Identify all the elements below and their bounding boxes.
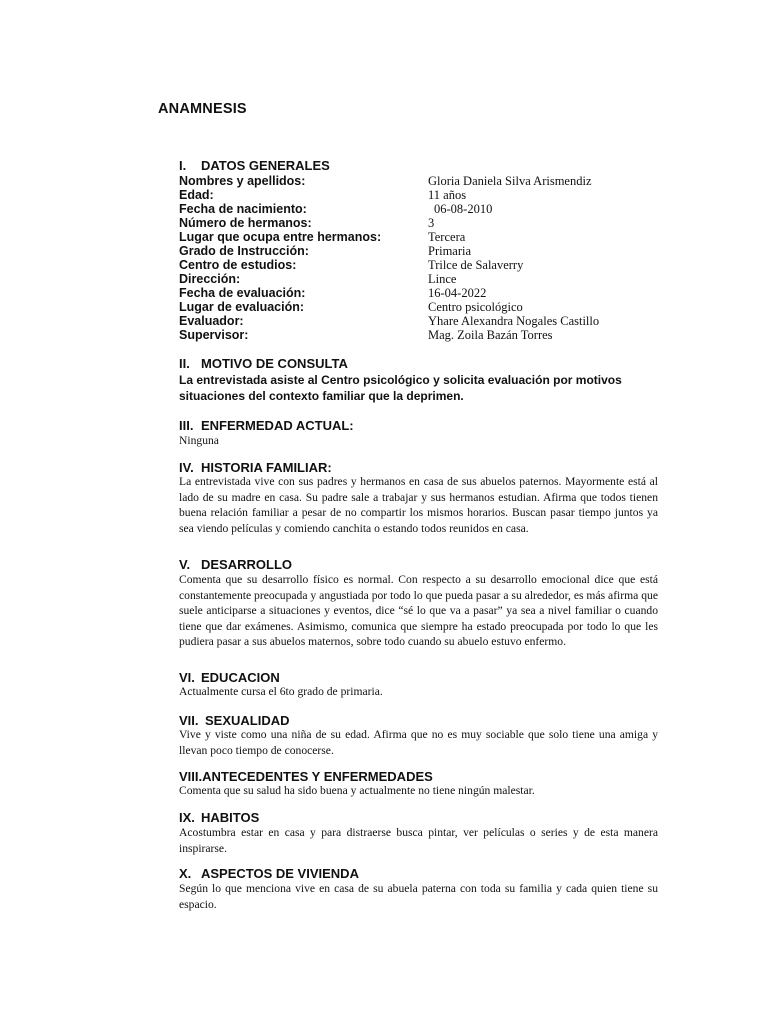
- section-title: EDUCACION: [201, 670, 280, 685]
- section-heading-sexualidad: [179, 713, 290, 728]
- info-row: [179, 230, 659, 244]
- info-label: Lugar de evaluación:: [179, 300, 305, 314]
- info-label: Evaluador:: [179, 314, 244, 328]
- info-label: Centro de estudios:: [179, 258, 297, 272]
- section-title: ANTECEDENTES Y ENFERMEDADES: [202, 769, 433, 784]
- section-title: MOTIVO DE CONSULTA: [201, 356, 348, 371]
- info-label: Dirección:: [179, 272, 241, 286]
- info-value: 06-08-2010: [434, 202, 493, 216]
- section-heading-datos-generales: [179, 158, 330, 173]
- section-number: I.: [179, 158, 187, 173]
- info-value: 3: [428, 216, 435, 230]
- info-row: [179, 300, 659, 314]
- section-heading-enfermedad-actual: [179, 418, 354, 433]
- section-title: HISTORIA FAMILIAR:: [201, 460, 332, 475]
- info-value: Yhare Alexandra Nogales Castillo: [428, 314, 600, 328]
- section-title: SEXUALIDAD: [205, 713, 290, 728]
- section-number: VI.: [179, 670, 195, 685]
- info-value: Gloria Daniela Silva Arismendiz: [428, 174, 592, 188]
- info-row: [179, 202, 659, 216]
- info-value: Mag. Zoila Bazán Torres: [428, 328, 553, 342]
- info-row: [179, 314, 659, 328]
- info-value: Lince: [428, 272, 457, 286]
- info-label: Número de hermanos:: [179, 216, 312, 230]
- section-heading-motivo-consulta: [179, 356, 348, 371]
- section-heading-antecedentes: [179, 769, 433, 784]
- section-number: IX.: [179, 810, 195, 825]
- section-text: Comenta que su salud ha sido buena y actualmente no tiene ningún malestar.: [179, 784, 535, 797]
- section-text: Ninguna: [179, 434, 219, 447]
- info-value: Tercera: [428, 230, 466, 244]
- section-number: III.: [179, 418, 194, 433]
- info-row: [179, 258, 659, 272]
- section-heading-desarrollo: [179, 557, 292, 572]
- info-label: Edad:: [179, 188, 214, 202]
- info-row: [179, 188, 659, 202]
- info-row: [179, 328, 659, 342]
- info-label: Fecha de nacimiento:: [179, 202, 307, 216]
- section-text: Comenta que su desarrollo físico es normal. Con respecto a su desarrollo emocional dice que está constantemente preocupada y angustiada por todo lo que pueda pasar a su alrededor, es más afirma que suele anticiparse a situaciones y eventos, dice “sé lo que va a pasar” ya sea a nivel familiar o cuando tiene que dar exámenes. Asimismo, comunica que siempre ha estado preocupada por todo lo que les pudiera pasar a sus abuelos maternos, sobre todo cuando su abuelo estuvo enfermo.: [179, 573, 658, 648]
- section-heading-historia-familiar: [179, 460, 332, 475]
- section-title: ASPECTOS DE VIVIENDA: [201, 866, 359, 881]
- section-title: ENFERMEDAD ACTUAL:: [201, 418, 354, 433]
- section-number: X.: [179, 866, 192, 881]
- info-label: Supervisor:: [179, 328, 249, 342]
- info-value: 16-04-2022: [428, 286, 487, 300]
- info-label: Lugar que ocupa entre hermanos:: [179, 230, 382, 244]
- section-number: VII.: [179, 713, 199, 728]
- section-text: Acostumbra estar en casa y para distraerse busca pintar, ver películas o series y de esta manera inspirarse.: [179, 826, 658, 855]
- section-heading-habitos: [179, 810, 259, 825]
- info-label: Nombres y apellidos:: [179, 174, 306, 188]
- info-row: [179, 286, 659, 300]
- section-number: IV.: [179, 460, 194, 475]
- info-row: [179, 272, 659, 286]
- section-text: Según lo que menciona vive en casa de su abuela paterna con toda su familia y cada quien tiene su espacio.: [179, 882, 658, 911]
- section-title: DESARROLLO: [201, 557, 292, 572]
- section-text: Actualmente cursa el 6to grado de primaria.: [179, 685, 383, 698]
- section-title: HABITOS: [201, 810, 260, 825]
- section-number: V.: [179, 557, 191, 572]
- info-row: [179, 216, 659, 230]
- document-title: ANAMNESIS: [158, 101, 247, 117]
- info-value: Primaria: [428, 244, 472, 258]
- section-number: VIII.: [179, 769, 203, 784]
- info-label: Grado de Instrucción:: [179, 244, 309, 258]
- section-number: II.: [179, 356, 190, 371]
- info-row: [179, 174, 659, 188]
- section-title: DATOS GENERALES: [201, 158, 330, 173]
- info-row: [179, 244, 659, 258]
- info-value: 11 años: [428, 188, 467, 202]
- section-text: Vive y viste como una niña de su edad. Afirma que no es muy sociable que solo tiene una amiga y llevan poco tiempo de conocerse.: [179, 728, 658, 757]
- section-text: La entrevistada asiste al Centro psicológico y solicita evaluación por motivos situaciones del contexto familiar que la deprimen.: [179, 373, 622, 403]
- section-text: La entrevistada vive con sus padres y hermanos en casa de sus abuelos paternos. Mayormente está al lado de su madre en casa. Su padre sale a trabajar y sus hermanos estudian. Afirma que todos tienen buena relación familiar a pesar de no compartir los mismos horarios. Buscan pasar tiempo juntos ya sea viendo películas y comiendo canchita o estando todos reunidos en casa.: [179, 475, 658, 535]
- section-heading-educacion: [179, 670, 280, 685]
- info-value: Trilce de Salaverry: [428, 258, 524, 272]
- info-label: Fecha de evaluación:: [179, 286, 306, 300]
- info-value: Centro psicológico: [428, 300, 523, 314]
- section-heading-aspectos-vivienda: [179, 866, 359, 881]
